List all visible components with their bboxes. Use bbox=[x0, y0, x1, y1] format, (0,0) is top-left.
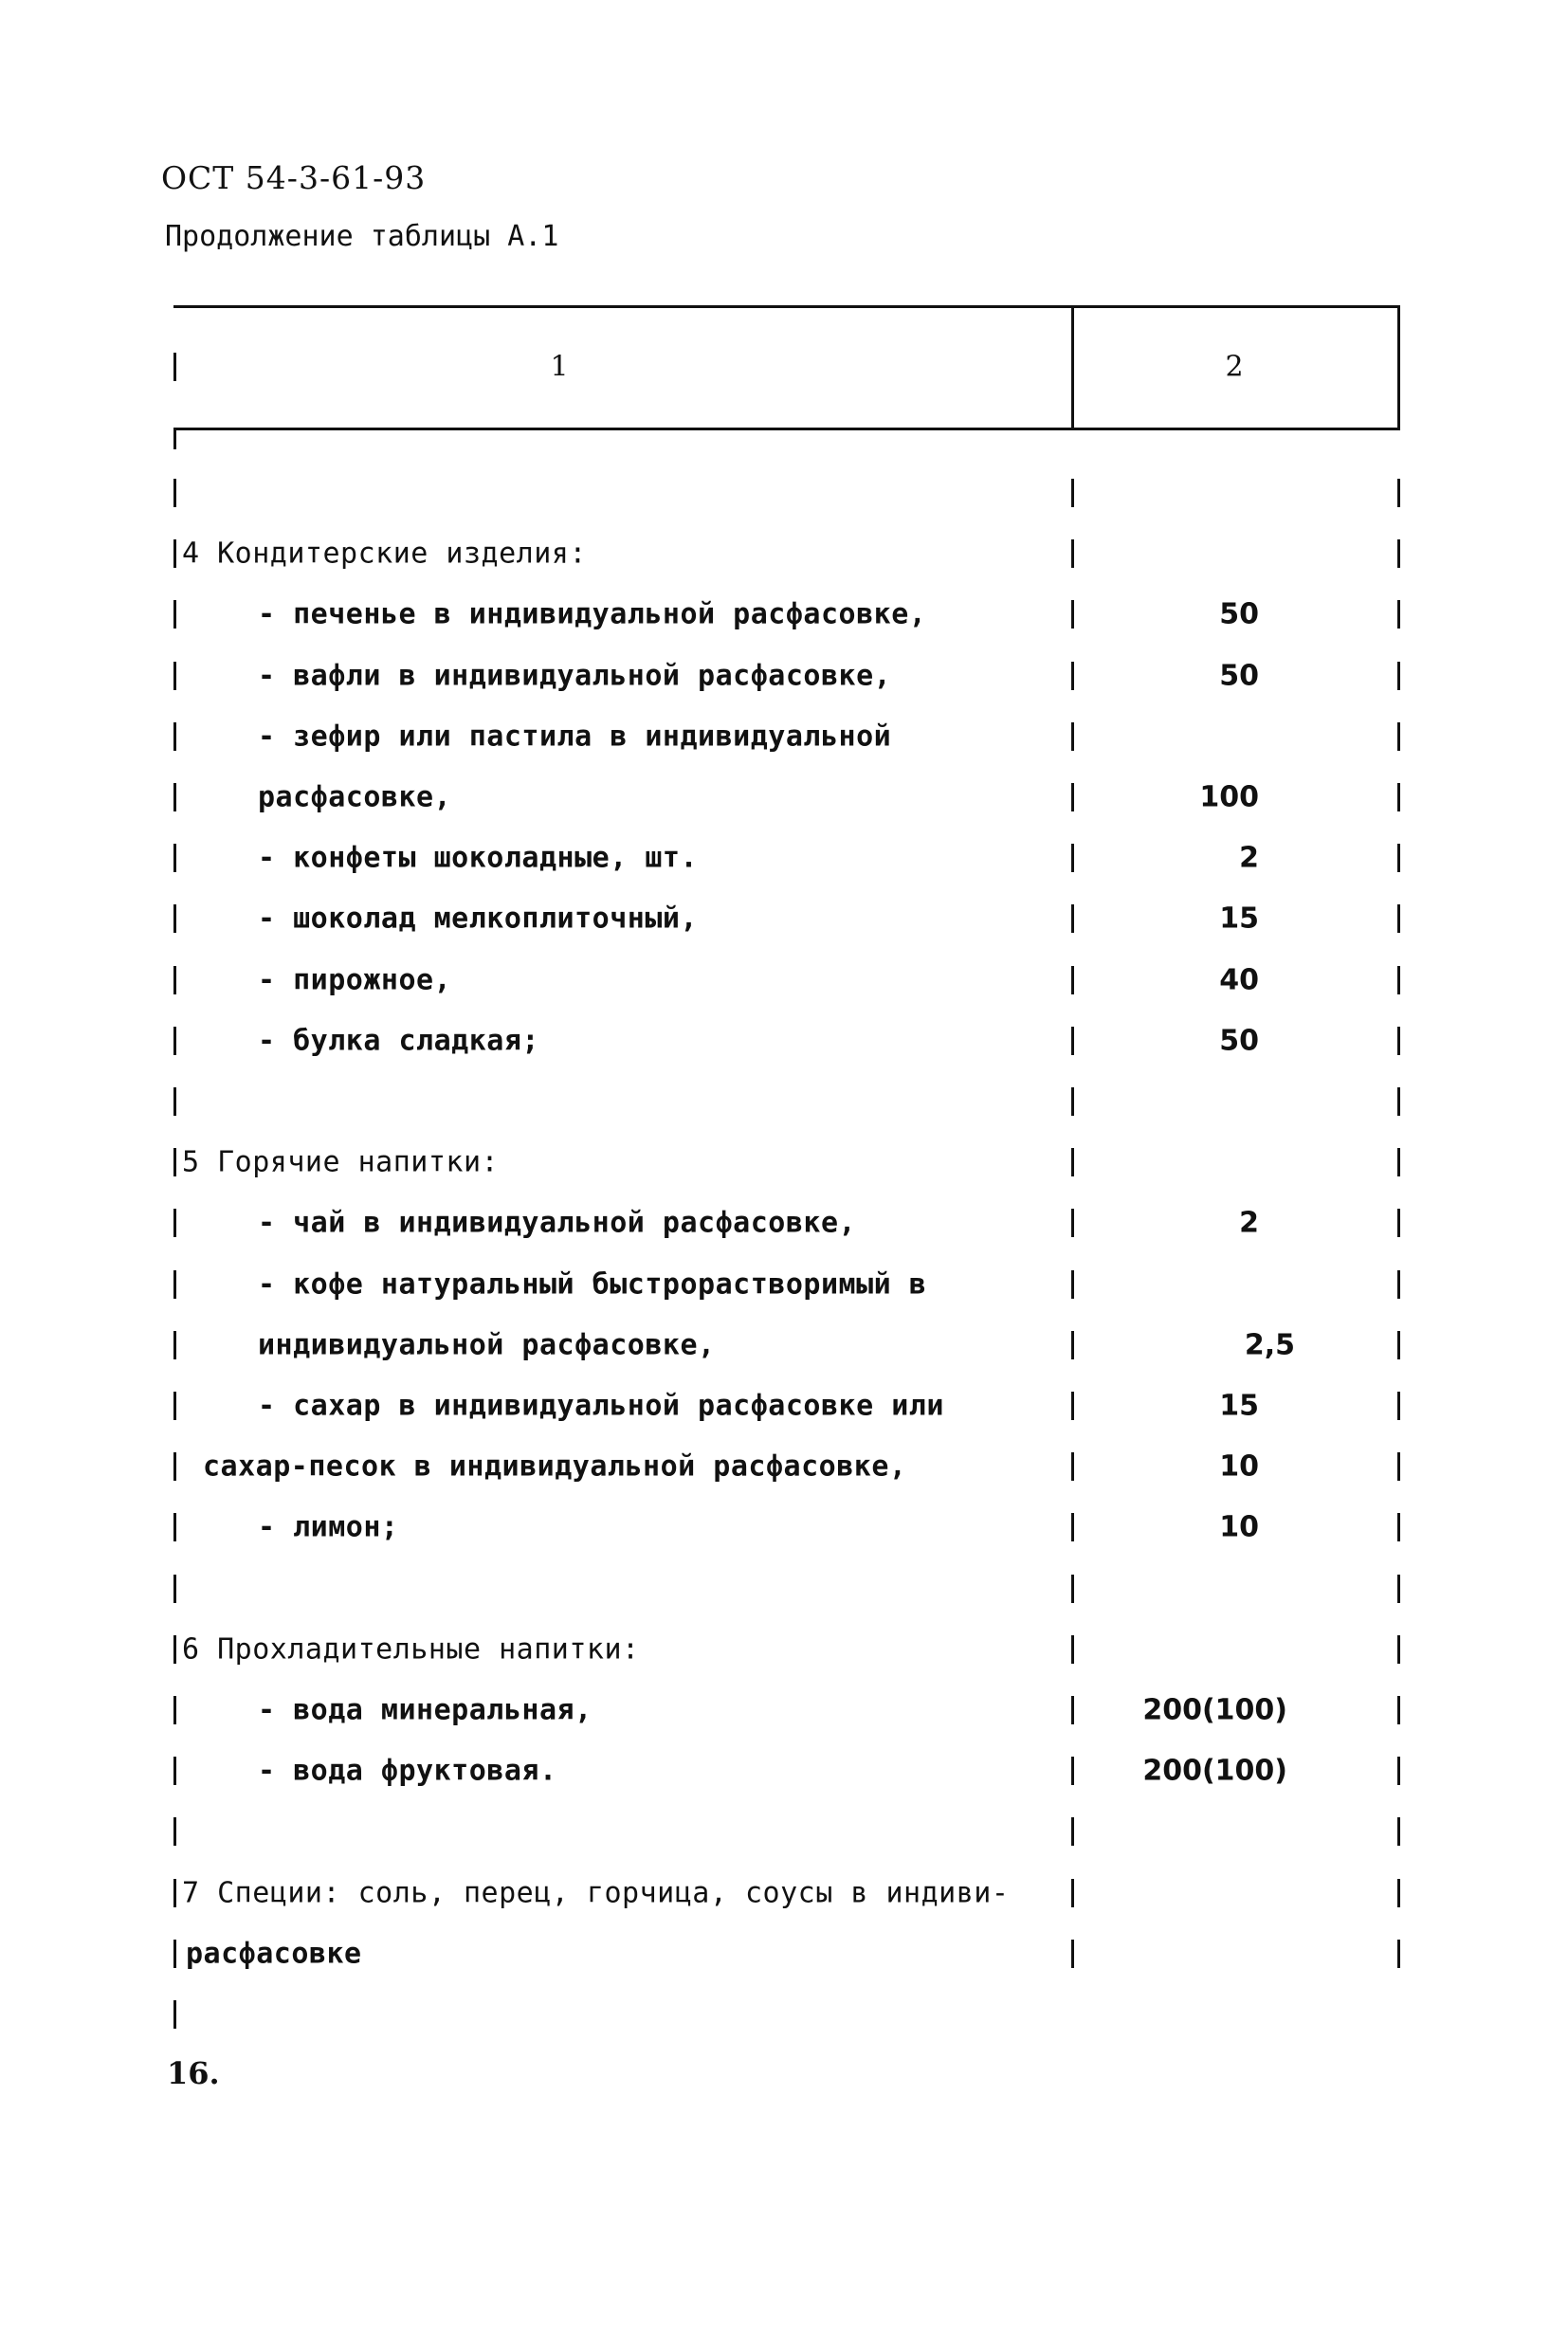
column-header-1: 1 bbox=[550, 350, 569, 384]
row-value: 15 bbox=[1219, 902, 1259, 936]
left-border-mark bbox=[173, 1392, 176, 1420]
column-divider-mark bbox=[1071, 1575, 1074, 1603]
row-label: расфасовке bbox=[186, 1937, 362, 1971]
right-border-mark bbox=[1397, 783, 1400, 811]
right-border-mark bbox=[1397, 1270, 1400, 1299]
row-value: 10 bbox=[1219, 1449, 1259, 1484]
left-border-mark bbox=[173, 1817, 176, 1846]
column-divider-mark bbox=[1071, 1270, 1074, 1299]
row-label: - зефир или пастила в индивидуальной bbox=[258, 720, 892, 754]
row-value: 200(100) bbox=[1142, 1754, 1287, 1788]
left-border-mark bbox=[173, 1757, 176, 1785]
column-divider-mark bbox=[1071, 1757, 1074, 1785]
left-border-mark bbox=[173, 783, 176, 811]
row-value: 2 bbox=[1239, 1206, 1259, 1240]
column-divider-header bbox=[1071, 305, 1074, 430]
left-border-mark bbox=[173, 1209, 176, 1237]
right-border-header bbox=[1397, 305, 1400, 430]
section-heading: 6 Прохладительные напитки: bbox=[182, 1632, 640, 1667]
right-border-mark bbox=[1397, 662, 1400, 690]
left-border-header-rule-mark bbox=[173, 428, 176, 449]
row-label: - вода минеральная, bbox=[258, 1693, 593, 1727]
column-divider-mark bbox=[1071, 1513, 1074, 1541]
row-label: - вафли в индивидуальной расфасовке, bbox=[258, 659, 892, 693]
column-divider-mark bbox=[1071, 1209, 1074, 1237]
right-border-mark bbox=[1397, 1148, 1400, 1176]
column-divider-mark bbox=[1071, 1148, 1074, 1176]
section-heading: 5 Горячие напитки: bbox=[182, 1145, 500, 1179]
left-border-mark bbox=[173, 1331, 176, 1359]
column-divider-mark bbox=[1071, 1696, 1074, 1724]
row-value: 50 bbox=[1219, 597, 1259, 631]
left-border-mark bbox=[173, 966, 176, 994]
right-border-mark bbox=[1397, 1696, 1400, 1724]
row-label: - кофе натуральный быстрорастворимый в bbox=[258, 1267, 927, 1302]
row-value: 40 bbox=[1219, 963, 1259, 997]
right-border-mark bbox=[1397, 1575, 1400, 1603]
row-label: - лимон; bbox=[258, 1510, 399, 1544]
left-border-mark bbox=[173, 904, 176, 933]
column-divider-mark bbox=[1071, 1635, 1074, 1664]
left-border-mark bbox=[173, 844, 176, 872]
left-border-mark bbox=[173, 1635, 176, 1664]
table-top-rule bbox=[173, 305, 1399, 308]
section-heading: 4 Кондитерские изделия: bbox=[182, 537, 587, 571]
left-border-mark bbox=[173, 1575, 176, 1603]
left-border-mark bbox=[173, 1696, 176, 1724]
right-border-mark bbox=[1397, 1452, 1400, 1481]
right-border-mark bbox=[1397, 722, 1400, 751]
row-label: - шоколад мелкоплиточный, bbox=[258, 902, 699, 936]
left-border-trailing-mark bbox=[173, 2000, 176, 2029]
table-header-rule bbox=[173, 428, 1399, 430]
right-border-mark bbox=[1397, 1331, 1400, 1359]
column-divider-mark bbox=[1071, 1027, 1074, 1055]
right-border-mark bbox=[1397, 1940, 1400, 1968]
column-divider-mark bbox=[1071, 600, 1074, 629]
left-border-mark bbox=[173, 1513, 176, 1541]
right-border-mark bbox=[1397, 479, 1400, 507]
left-border-mark bbox=[173, 1879, 176, 1907]
right-border-mark bbox=[1397, 1513, 1400, 1541]
row-label: - пирожное, bbox=[258, 963, 452, 997]
right-border-mark bbox=[1397, 1027, 1400, 1055]
left-border-mark bbox=[173, 539, 176, 568]
column-header-2: 2 bbox=[1225, 350, 1244, 384]
column-divider-mark bbox=[1071, 844, 1074, 872]
right-border-mark bbox=[1397, 1757, 1400, 1785]
row-label: индивидуальной расфасовке, bbox=[258, 1328, 716, 1362]
right-border-mark bbox=[1397, 600, 1400, 629]
row-value: 200(100) bbox=[1142, 1693, 1287, 1727]
row-label: - сахар в индивидуальной расфасовке или bbox=[258, 1389, 944, 1423]
row-value: 100 bbox=[1199, 780, 1259, 814]
left-border-mark bbox=[173, 1148, 176, 1176]
row-value: 2 bbox=[1239, 841, 1259, 875]
column-divider-mark bbox=[1071, 966, 1074, 994]
right-border-mark bbox=[1397, 1392, 1400, 1420]
row-label: расфасовке, bbox=[258, 780, 452, 814]
section-heading: 7 Специи: соль, перец, горчица, соусы в индиви- bbox=[182, 1876, 1010, 1910]
column-divider-mark bbox=[1071, 1087, 1074, 1116]
row-label: - печенье в индивидуальной расфасовке, bbox=[258, 597, 927, 631]
left-border-mark bbox=[173, 600, 176, 629]
right-border-mark bbox=[1397, 539, 1400, 568]
column-divider-mark bbox=[1071, 783, 1074, 811]
column-divider-mark bbox=[1071, 1817, 1074, 1846]
row-value: 50 bbox=[1219, 659, 1259, 693]
row-value: 10 bbox=[1219, 1510, 1259, 1544]
row-label: - вода фруктовая. bbox=[258, 1754, 557, 1788]
column-divider-mark bbox=[1071, 662, 1074, 690]
row-value: 2,5 bbox=[1244, 1328, 1295, 1362]
left-border-header-mark bbox=[173, 353, 176, 381]
right-border-mark bbox=[1397, 1879, 1400, 1907]
left-border-mark bbox=[173, 1027, 176, 1055]
right-border-mark bbox=[1397, 966, 1400, 994]
right-border-mark bbox=[1397, 904, 1400, 933]
left-border-mark bbox=[173, 1270, 176, 1299]
table-caption: Продолжение таблицы А.1 bbox=[165, 220, 559, 253]
column-divider-mark bbox=[1071, 1392, 1074, 1420]
document-code: ОСТ 54-3-61-93 bbox=[161, 159, 427, 196]
left-border-mark bbox=[173, 1940, 176, 1968]
row-label: - булка сладкая; bbox=[258, 1024, 539, 1058]
right-border-mark bbox=[1397, 844, 1400, 872]
column-divider-mark bbox=[1071, 904, 1074, 933]
row-value: 15 bbox=[1219, 1389, 1259, 1423]
right-border-mark bbox=[1397, 1817, 1400, 1846]
page-number: 16. bbox=[167, 2055, 220, 2091]
row-value: 50 bbox=[1219, 1024, 1259, 1058]
right-border-mark bbox=[1397, 1635, 1400, 1664]
column-divider-mark bbox=[1071, 1940, 1074, 1968]
left-border-mark bbox=[173, 1087, 176, 1116]
row-label: - чай в индивидуальной расфасовке, bbox=[258, 1206, 857, 1240]
column-divider-mark bbox=[1071, 479, 1074, 507]
column-divider-mark bbox=[1071, 1452, 1074, 1481]
row-label: сахар-песок в индивидуальной расфасовке, bbox=[203, 1449, 907, 1484]
left-border-mark bbox=[173, 1452, 176, 1481]
right-border-mark bbox=[1397, 1209, 1400, 1237]
left-border-mark bbox=[173, 662, 176, 690]
column-divider-mark bbox=[1071, 539, 1074, 568]
column-divider-mark bbox=[1071, 1879, 1074, 1907]
column-divider-mark bbox=[1071, 722, 1074, 751]
right-border-mark bbox=[1397, 1087, 1400, 1116]
left-border-mark bbox=[173, 479, 176, 507]
column-divider-mark bbox=[1071, 1331, 1074, 1359]
row-label: - конфеты шоколадные, шт. bbox=[258, 841, 699, 875]
left-border-mark bbox=[173, 722, 176, 751]
